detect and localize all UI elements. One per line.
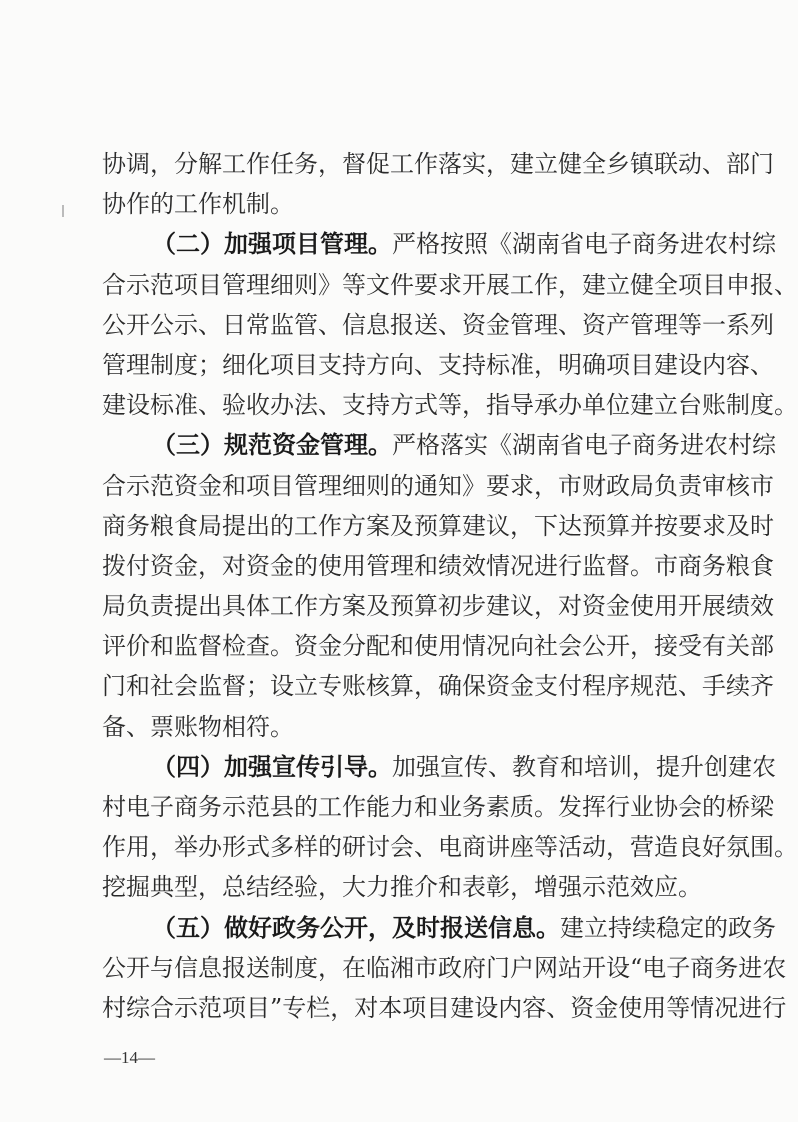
line-text: 作用，举办形式多样的研讨会、电商讲座等活动，营造良好氛围。 xyxy=(102,833,798,862)
text-line xyxy=(102,988,787,1028)
line-text: 合示范项目管理细则》等文件要求开展工作，建立健全项目申报、 xyxy=(102,270,798,299)
line-text: 协作的工作机制。 xyxy=(102,190,294,219)
line-text: 村综合示范项目”专栏，对本项目建设内容、资金使用等情况进行 xyxy=(102,993,787,1022)
section-heading-line xyxy=(102,908,776,948)
text-line xyxy=(102,345,774,385)
text-line xyxy=(102,586,774,626)
text-line xyxy=(102,546,774,586)
section-heading-line xyxy=(102,747,776,787)
section-heading-line xyxy=(102,224,776,264)
section-heading: （四）加强宣传引导。 xyxy=(152,751,392,781)
line-text: 建设标准、验收办法、支持方式等，指导承办单位建立台账制度。 xyxy=(102,391,798,420)
text-line xyxy=(102,144,774,184)
text-line xyxy=(102,827,798,867)
page-number: —14— xyxy=(104,1048,155,1067)
line-text: 协调，分解工作任务，督促工作落实，建立健全乡镇联动、部门 xyxy=(102,150,774,178)
text-line xyxy=(102,867,702,907)
line-text: 管理制度；细化项目支持方向、支持标准，明确项目建设内容、 xyxy=(102,350,774,379)
line-text: 公开公示、日常监管、信息报送、资金管理、资产管理等一系列 xyxy=(102,310,774,339)
text-line xyxy=(102,666,774,706)
line-text: 备、票账物相符。 xyxy=(102,712,294,741)
text-line xyxy=(102,506,774,546)
line-text: 局负责提出具体工作方案及预算初步建议，对资金使用开展绩效 xyxy=(102,592,774,621)
section-heading: （二）加强项目管理。 xyxy=(152,229,392,259)
text-line xyxy=(102,385,798,425)
line-text: 合示范资金和项目管理细则的通知》要求，市财政局负责审核市 xyxy=(102,471,774,500)
document-body xyxy=(102,144,798,1028)
text-line xyxy=(102,466,774,506)
text-line xyxy=(102,626,774,666)
text-line xyxy=(102,707,699,747)
text-line xyxy=(102,787,774,827)
line-text: 建立持续稳定的政务 xyxy=(560,913,776,942)
section-heading-line xyxy=(102,425,776,465)
line-text: 严格落实《湖南省电子商务进农村综 xyxy=(392,431,776,460)
text-line xyxy=(102,305,774,345)
line-text: 严格按照《湖南省电子商务进农村综 xyxy=(392,230,776,259)
section-heading: （五）做好政务公开，及时报送信息。 xyxy=(152,912,560,942)
line-text: 评价和监督检查。资金分配和使用情况向社会公开，接受有关部 xyxy=(102,632,774,661)
scan-speck xyxy=(62,205,64,217)
text-line xyxy=(102,265,798,305)
line-text: 村电子商务示范县的工作能力和业务素质。发挥行业协会的桥梁 xyxy=(102,793,774,821)
text-line xyxy=(102,948,787,988)
line-text: 公开与信息报送制度，在临湘市政府门户网站开设“电子商务进农 xyxy=(102,953,787,982)
section-heading: （三）规范资金管理。 xyxy=(152,430,392,460)
line-text: 商务粮食局提出的工作方案及预算建议，下达预算并按要求及时 xyxy=(102,511,774,540)
line-text: 拨付资金，对资金的使用管理和绩效情况进行监督。市商务粮食 xyxy=(102,551,774,580)
text-line xyxy=(102,184,699,224)
line-text: 门和社会监督；设立专账核算，确保资金支付程序规范、手续齐 xyxy=(102,672,774,701)
line-text: 加强宣传、教育和培训，提升创建农 xyxy=(392,752,776,781)
line-text: 挖掘典型，总结经验，大力推介和表彰，增强示范效应。 xyxy=(102,873,702,902)
